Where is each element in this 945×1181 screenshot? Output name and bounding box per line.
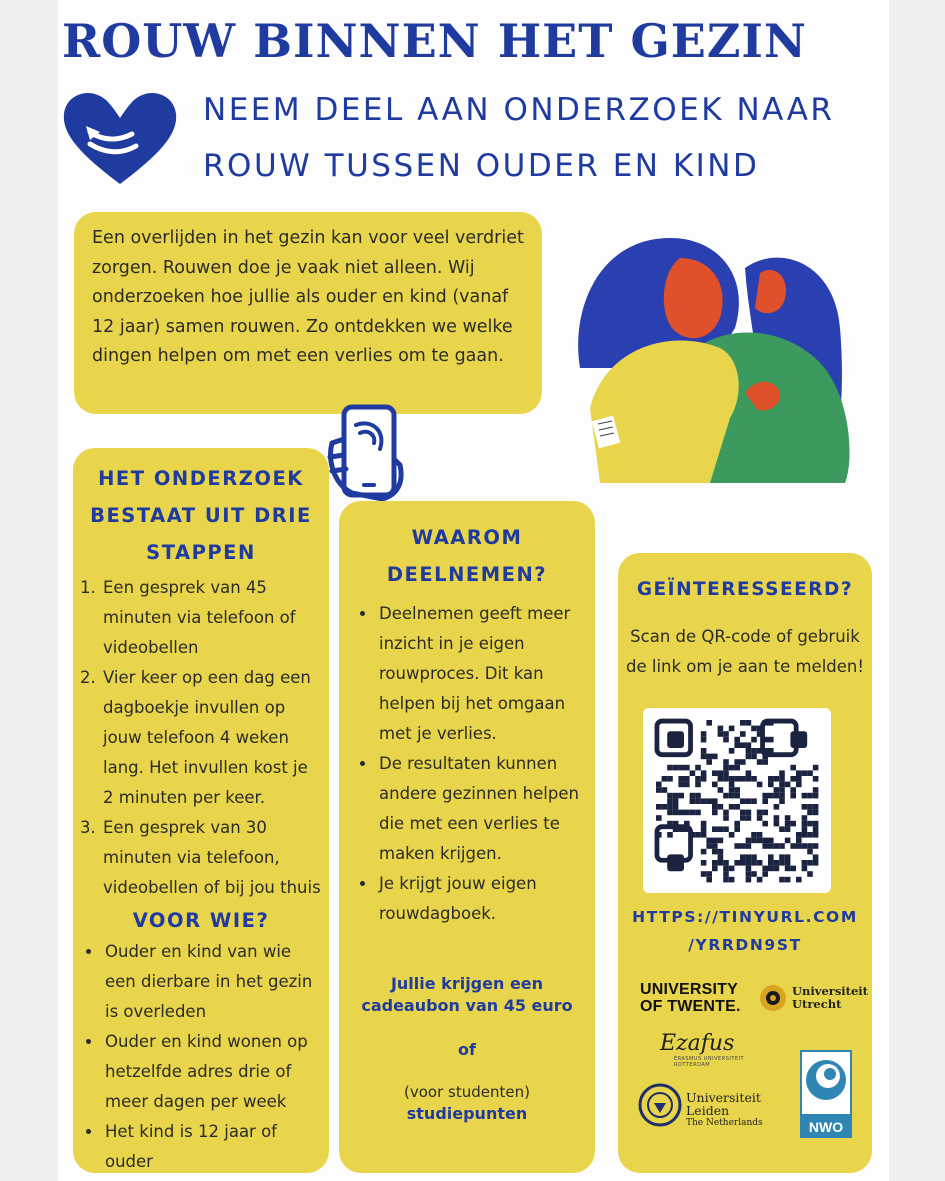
list-item: 1. Een gesprek van 45 minuten via telefoon of videobellen <box>101 573 323 663</box>
interested-heading: GEÏNTERESSEERD? <box>636 579 854 600</box>
list-item: • Deelnemen geeft meer inzicht in je eigen rouwproces. Dit kan helpen bij het omgaan met je verlies. <box>377 599 589 749</box>
erasmus-wordmark: Ezafus <box>660 1031 735 1056</box>
student-reward: studiepunten <box>406 1104 528 1123</box>
list-item: • Je krijgt jouw eigen rouwdagboek. <box>377 869 589 929</box>
list-item: 3. Een gesprek van 30 minuten via telefoon, videobellen of bij jou thuis <box>101 813 323 903</box>
interested-box <box>618 553 872 1173</box>
qr-code[interactable] <box>643 708 831 893</box>
steps-heading: HET ONDERZOEK BESTAAT UIT DRIE STAPPEN <box>90 467 312 564</box>
why-box <box>339 501 595 1173</box>
leiden-seal-icon <box>638 1083 682 1127</box>
page-margin-left <box>0 0 58 1181</box>
link-line-1[interactable]: HTTPS://TINYURL.COM <box>632 908 858 926</box>
subtitle-line-2: ROUW TUSSEN OUDER EN KIND <box>203 148 760 184</box>
utrecht-line-1: Universiteit <box>792 984 868 998</box>
universiteit-utrecht-logo <box>758 981 870 1021</box>
heart-hug-icon <box>60 84 180 194</box>
list-item: • Ouder en kind van wie een dierbare in het gezin is overleden <box>103 937 325 1027</box>
erasmus-logo <box>630 1031 770 1071</box>
gift-or: of <box>458 1040 476 1059</box>
page-margin-right <box>889 0 945 1181</box>
utrecht-line-2: Utrecht <box>792 997 842 1011</box>
erasmus-subtitle: ERASMUS UNIVERSITEIT ROTTERDAM <box>674 1056 745 1068</box>
twente-line-1: UNIVERSITY <box>640 981 739 998</box>
page-title: ROUW BINNEN HET GEZIN <box>62 14 807 68</box>
leiden-line-3: The Netherlands <box>686 1118 763 1128</box>
who-heading: VOOR WIE? <box>132 909 270 932</box>
list-item: • Het kind is 12 jaar of ouder <box>103 1117 325 1177</box>
signup-link[interactable] <box>618 903 872 959</box>
student-note: (voor studenten) <box>404 1083 530 1101</box>
nwo-logo <box>800 1050 852 1138</box>
why-heading: WAAROM DEELNEMEN? <box>386 526 548 586</box>
leiden-line-2: Leiden <box>686 1103 730 1118</box>
why-list <box>339 599 595 929</box>
list-item: 2. Vier keer op een dag een dagboekje invullen op jouw telefoon 4 weken lang. Het invullen kost je 2 minuten per keer. <box>101 663 323 813</box>
steps-list <box>73 573 329 903</box>
university-twente-logo <box>640 981 741 1015</box>
twente-line-2: OF TWENTE. <box>640 998 741 1015</box>
hugging-people-illustration <box>560 218 860 488</box>
interested-description: Scan de QR-code of gebruik de link om je aan te melden! <box>626 627 864 676</box>
gift-text: Jullie krijgen een cadeaubon van 45 euro <box>361 974 573 1015</box>
intro-box <box>74 212 542 414</box>
link-line-2[interactable]: /YRRDN9ST <box>688 936 802 954</box>
phone-hand-icon <box>322 403 416 503</box>
universiteit-leiden-logo <box>638 1083 778 1133</box>
list-item: • Ouder en kind wonen op hetzelfde adres drie of meer dagen per week <box>103 1027 325 1117</box>
sun-icon <box>758 983 788 1013</box>
leiden-line-1: Universiteit <box>686 1090 761 1105</box>
nwo-text: NWO <box>808 1119 844 1135</box>
subtitle-line-1: NEEM DEEL AAN ONDERZOEK NAAR <box>203 92 835 128</box>
intro-text: Een overlijden in het gezin kan voor veel verdriet zorgen. Rouwen doe je vaak niet alleen. Wij onderzoeken hoe jullie als ouder en kind (vanaf 12 jaar) samen rouwen. Zo ontdekken we welke dingen helpen om met een verlies om te gaan. <box>92 228 524 366</box>
who-list <box>73 937 329 1177</box>
steps-box <box>73 448 329 1173</box>
list-item: • De resultaten kunnen andere gezinnen helpen die met een verlies te maken krijgen. <box>377 749 589 869</box>
